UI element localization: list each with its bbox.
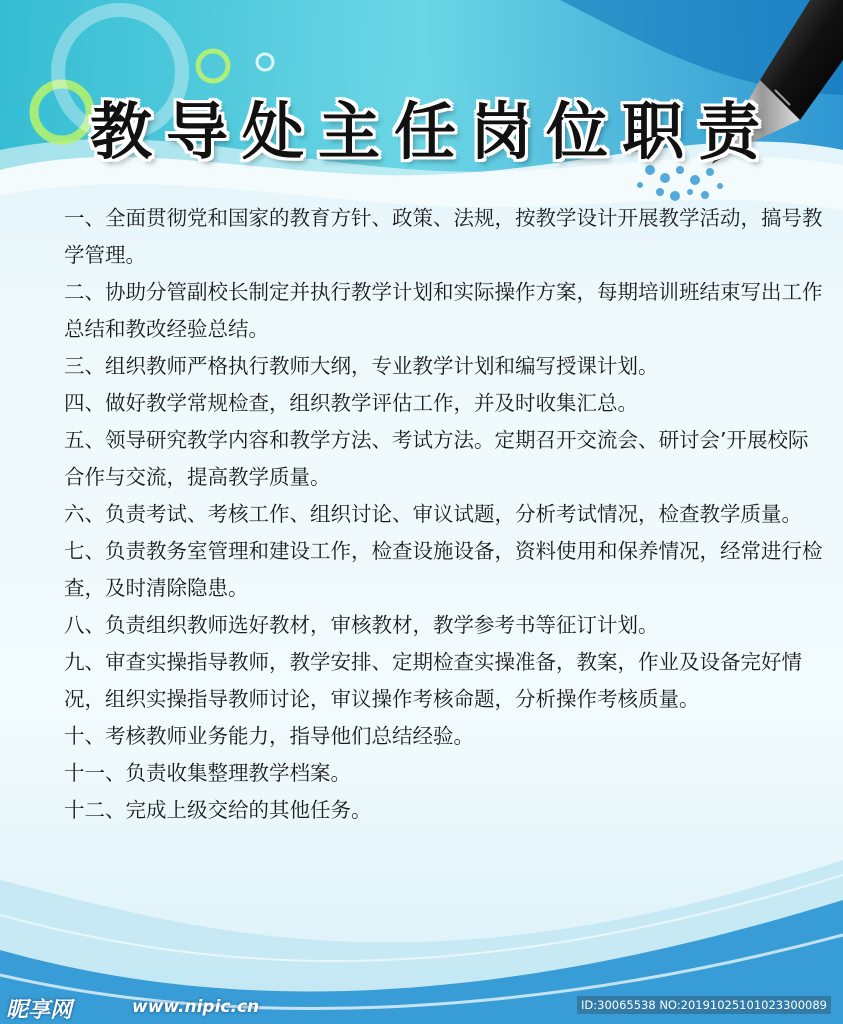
watermark-url: www.nipic.cn [132,997,260,1017]
duty-item: 二、协助分管副校长制定并执行教学计划和实际操作方案，每期培训班结束写出工作总结和教改经验总结。 [64,280,823,341]
duty-item: 三、组织教师严格执行教师大纲，专业教学计划和编写授课计划。 [64,354,659,378]
duty-item: 七、负责教务室管理和建设工作，检查设施设备，资料使用和保养情况，经常进行检查，及时清除隐患。 [64,539,823,600]
duty-item: 五、领导研究教学内容和教学方法、考试方法。定期召开交流会、研讨会’开展校际合作与交流，提高教学质量。 [64,428,809,489]
duty-item: 九、审查实操指导教师，教学安排、定期检查实操准备，教案，作业及设备完好情况，组织实操指导教师讨论，审议操作考核命题，分析操作考核质量。 [64,650,802,711]
watermark-logo: 昵享网 [6,998,73,1023]
duty-item: 八、负责组织教师选好教材，审核教材，教学参考书等征订计划。 [64,613,659,637]
duty-item: 一、全面贯彻党和国家的教育方针、政策、法规，按教学设计开展教学活动，搞号教学管理。 [64,206,823,267]
duty-item: 十二、完成上级交给的其他任务。 [64,798,372,822]
watermark-id: ID:30065538 NO:20191025101023300089 [577,996,831,1014]
duty-item: 六、负责考试、考核工作、组织讨论、审议试题，分析考试情况，检查教学质量。 [64,502,802,526]
duty-list [64,200,824,829]
duty-item: 十一、负责收集整理教学档案。 [64,761,351,785]
duty-item: 十、考核教师业务能力，指导他们总结经验。 [64,724,474,748]
duty-item: 四、做好教学常规检查，组织教学评估工作，并及时收集汇总。 [64,391,638,415]
poster-title: 教导处主任岗位职责 [90,95,775,168]
